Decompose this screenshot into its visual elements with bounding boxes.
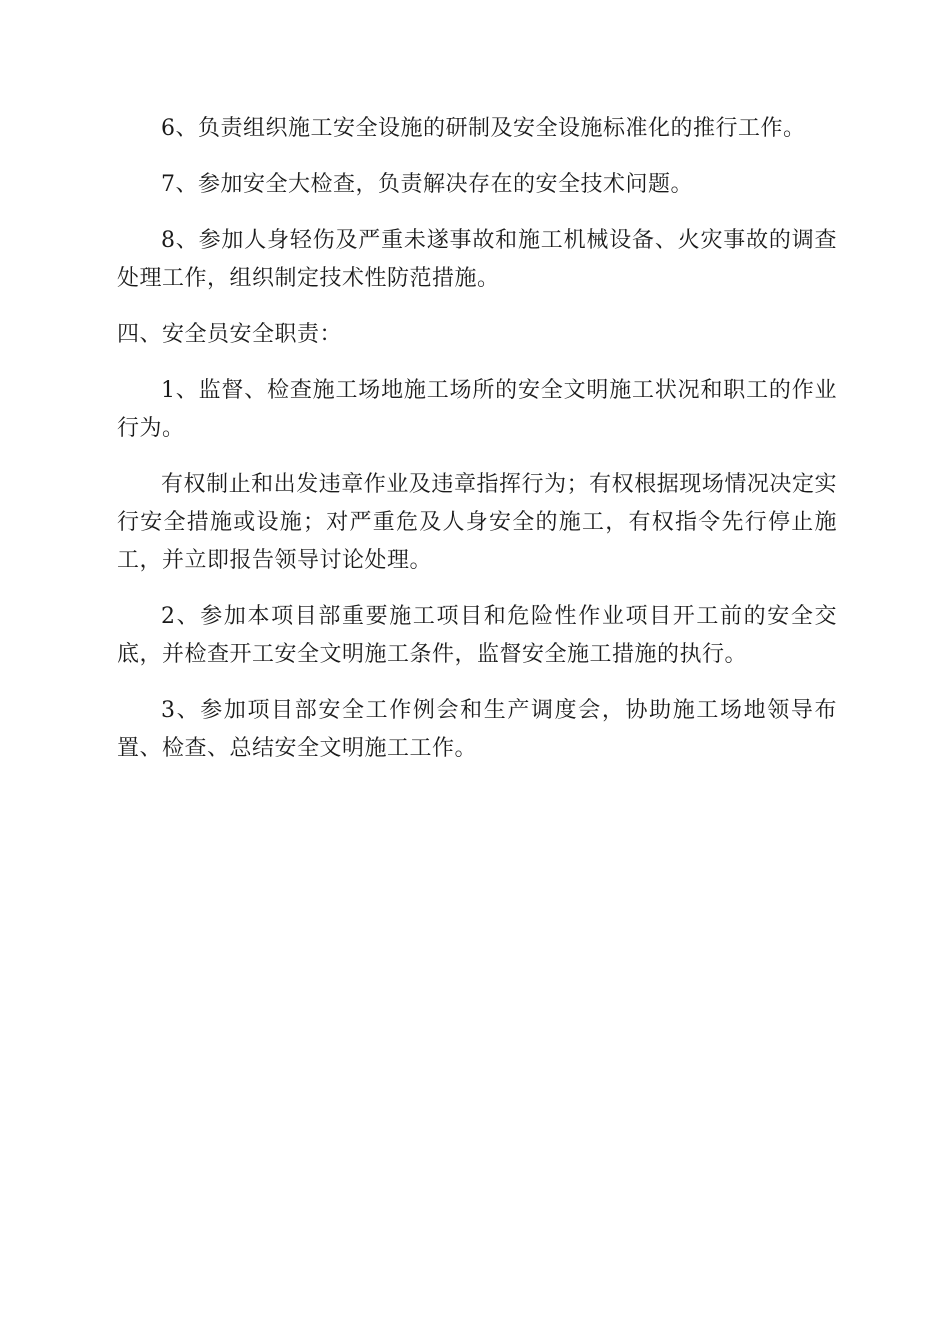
- paragraph-item-7: 7、参加安全大检查，负责解决存在的安全技术问题。: [161, 172, 693, 197]
- paragraph-item-1: 1、监督、检查施工场地施工场所的安全文明施工状况和职工的作业行为。: [117, 378, 837, 441]
- paragraph-item-2: 2、参加本项目部重要施工项目和危险性作业项目开工前的安全交底，并检查开工安全文明施工条件，监督安全施工措施的执行。: [117, 604, 837, 667]
- document-body: [117, 110, 837, 786]
- paragraph-item-3: 3、参加项目部安全工作例会和生产调度会，协助施工场地领导布置、检查、总结安全文明施工工作。: [117, 698, 837, 761]
- paragraph-item-6: 6、负责组织施工安全设施的研制及安全设施标准化的推行工作。: [161, 116, 806, 141]
- paragraph-item-8: 8、参加人身轻伤及严重未遂事故和施工机械设备、火灾事故的调查处理工作，组织制定技术性防范措施。: [117, 228, 837, 291]
- paragraph-authority: 有权制止和出发违章作业及违章指挥行为；有权根据现场情况决定实行安全措施或设施；对严重危及人身安全的施工，有权指令先行停止施工，并立即报告领导讨论处理。: [117, 472, 837, 573]
- section-heading: 四、安全员安全职责：: [117, 322, 343, 347]
